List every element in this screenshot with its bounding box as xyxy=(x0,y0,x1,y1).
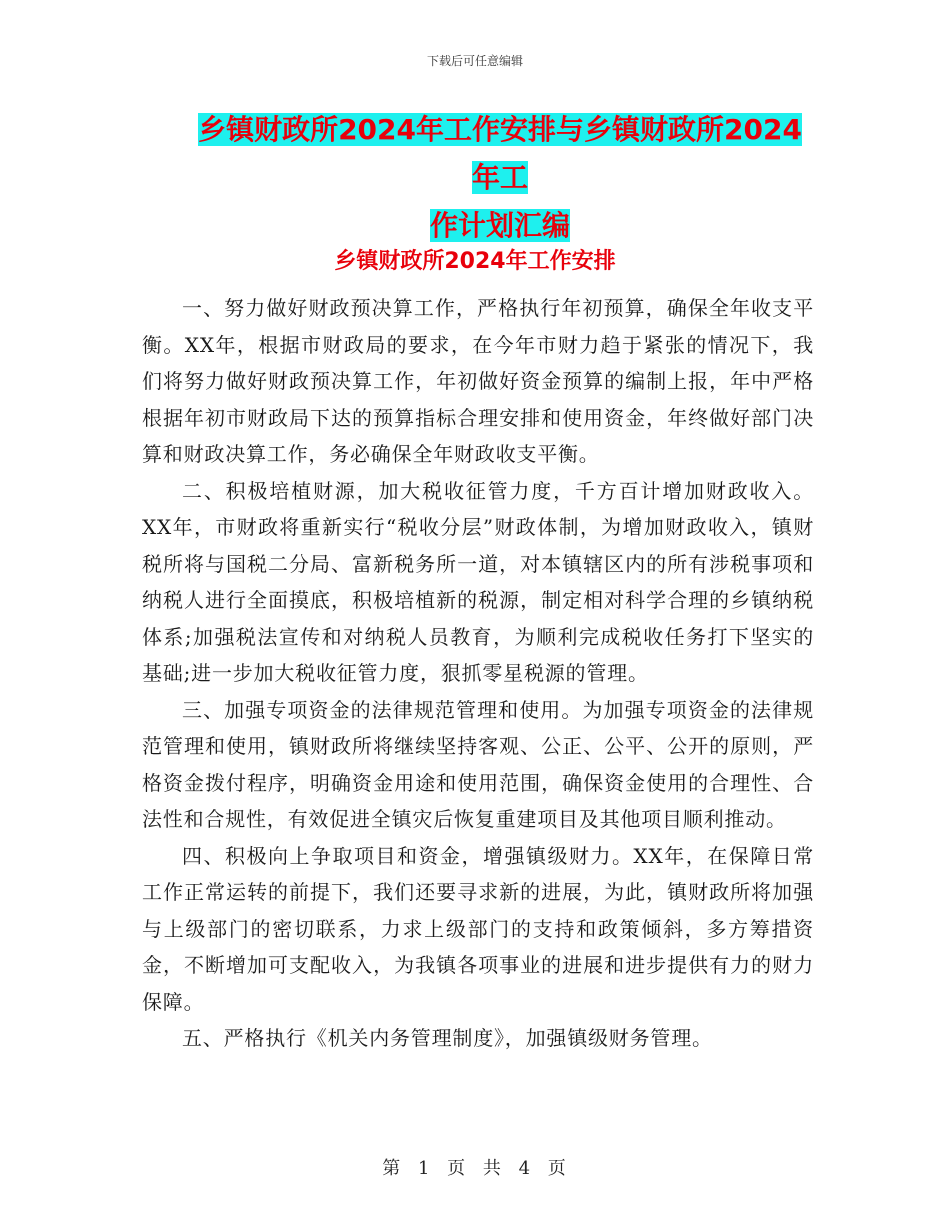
paragraph-2: 二、积极培植财源，加大税收征管力度，千方百计增加财政收入。XX年，市财政将重新实行“税收分层”财政体制，为增加财政收入，镇财税所将与国税二分局、富新税务所一道，对本镇辖区内的所有涉税事项和纳税人进行全面摸底，积极培植新的税源，制定相对科学合理的乡镇纳税体系;加强税法宣传和对纳税人员教育，为顺利完成税收任务打下坚实的基础;进一步加大税收征管力度，狠抓零星税源的管理。 xyxy=(142,478,814,685)
page-current: 1 xyxy=(417,1158,432,1179)
paragraph-1: 一、努力做好财政预决算工作，严格执行年初预算，确保全年收支平衡。XX年，根据市财政局的要求，在今年市财力趋于紧张的情况下，我们将努力做好财政预决算工作，年初做好资金预算的编制上报，年中严格根据年初市财政局下达的预算指标合理安排和使用资金，年终做好部门决算和财政决算工作，务必确保全年财政收支平衡。 xyxy=(142,296,814,466)
paragraph-5: 五、严格执行《机关内务管理制度》，加强镇级财务管理。 xyxy=(182,1026,713,1050)
document-body xyxy=(142,290,814,1057)
header-note: 下载后可任意编辑 xyxy=(426,54,523,68)
page-label-pre: 第 xyxy=(382,1158,403,1179)
page-footer xyxy=(0,1154,950,1180)
document-title xyxy=(190,106,810,250)
paragraph-4: 四、积极向上争取项目和资金，增强镇级财力。XX年，在保障日常工作正常运转的前提下，我们还要寻求新的进展，为此，镇财政所将加强与上级部门的密切联系，力求上级部门的支持和政策倾斜，多方筹措资金，不断增加可支配收入，为我镇各项事业的进展和进步提供有力的财力保障。 xyxy=(142,843,814,1014)
page-label-mid: 页 xyxy=(447,1158,468,1179)
page-total: 4 xyxy=(518,1158,533,1179)
page-label-post: 页 xyxy=(547,1158,568,1179)
document-title-line1: 乡镇财政所2024年工作安排与乡镇财政所2024年工 xyxy=(198,113,802,194)
page-total-label: 共 xyxy=(482,1158,503,1179)
section-title: 乡镇财政所2024年工作安排 xyxy=(334,249,616,274)
document-title-line2: 作计划汇编 xyxy=(429,209,570,242)
paragraph-3: 三、加强专项资金的法律规范管理和使用。为加强专项资金的法律规范管理和使用，镇财政所将继续坚持客观、公正、公平、公开的原则，严格资金拨付程序，明确资金用途和使用范围，确保资金使用的合理性、合法性和合规性，有效促进全镇灾后恢复重建项目及其他项目顺利推动。 xyxy=(142,697,814,831)
